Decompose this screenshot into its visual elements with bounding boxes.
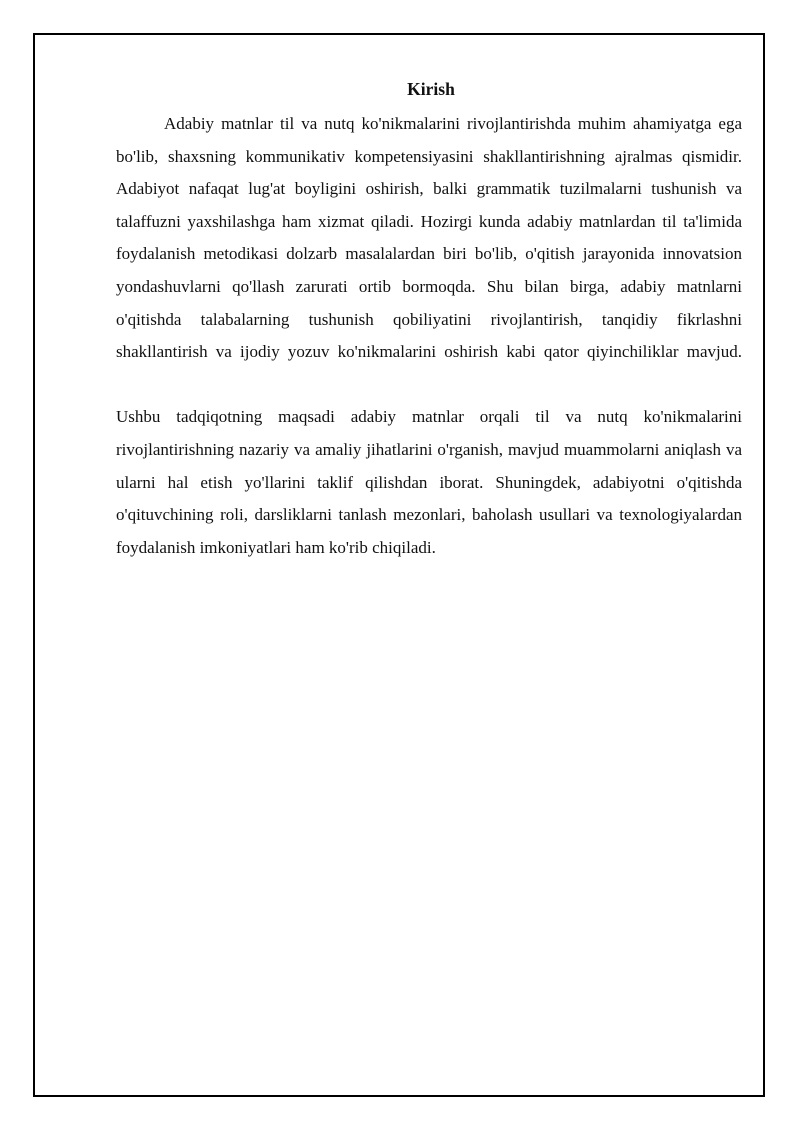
paragraph-introduction: Adabiy matnlar til va nutq ko'nikmalarini rivojlantirishda muhim ahamiyatga ega bo'lib, shaxsning kommunikativ kompetensiyasini shakllantirishning ajralmas qismidir. Adabiyot nafaqat lug'at boyligini oshirish, balki grammatik tuzilmalarni tushunish va talaffuzni yaxshilashga ham xizmat qiladi. Hozirgi kunda adabiy matnlardan til ta'limida foydalanish metodikasi dolzarb masalalardan biri bo'lib, o'qitish jarayonida innovatsion yondashuvlarni qo'llash zarurati ortib bormoqda. Shu bilan birga, adabiy matnlarni o'qitishda talabalarning tushunish qobiliyatini rivojlantirish, tanqidiy fikrlashni shakllantirish va ijodiy yozuv ko'nikmalarini oshirish kabi qator qiyinchiliklar mavjud. — [116, 114, 742, 362]
document-title: Kirish — [407, 79, 455, 99]
paragraph-research-aim: Ushbu tadqiqotning maqsadi adabiy matnlar orqali til va nutq ko'nikmalarini rivojlantirishning nazariy va amaliy jihatlarini o'rganish, mavjud muammolarni aniqlash va ularni hal etish yo'llarini taklif qilishdan iborat. Shuningdek, adabiyotni o'qitishda o'qituvchining roli, darsliklarni tanlash mezonlari, baholash usullari va texnologiyalardan foydalanish imkoniyatlari ham ko'rib chiqiladi. — [116, 407, 742, 557]
document-body — [116, 74, 742, 564]
paragraph-spacer — [116, 369, 742, 402]
